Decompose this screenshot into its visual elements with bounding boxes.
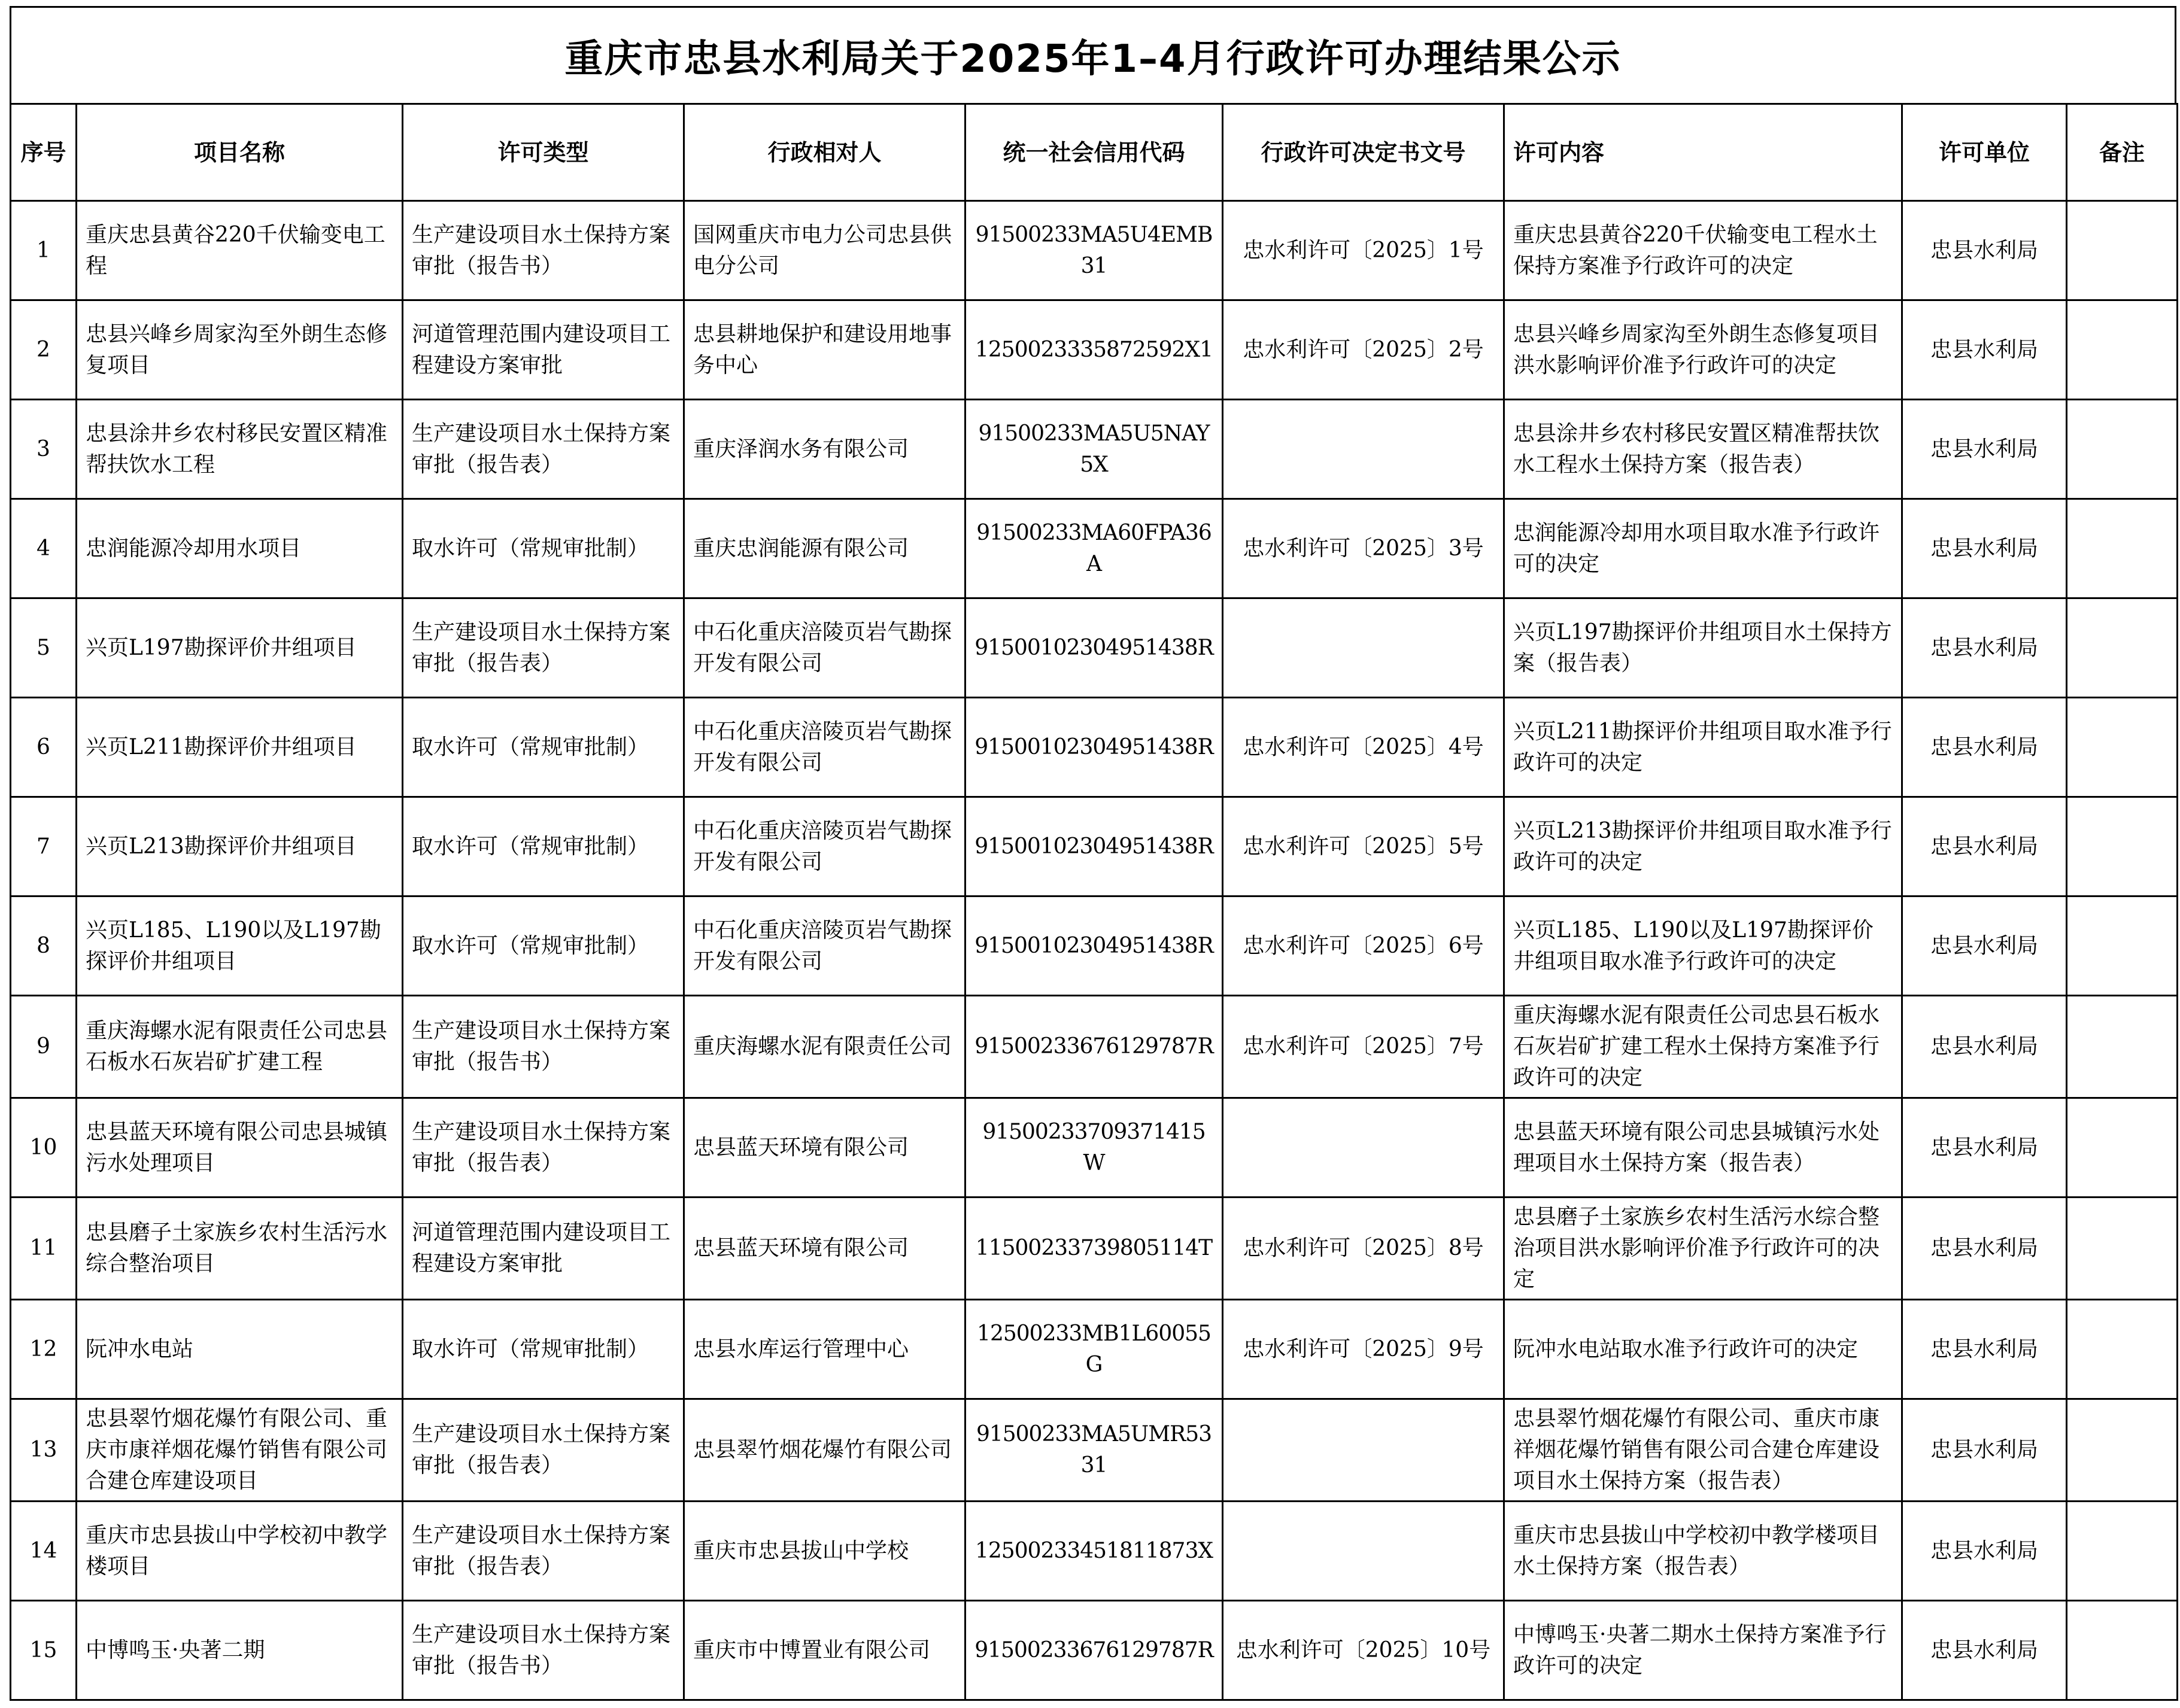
cell-permit-type: 取水许可（常规审批制） (403, 499, 684, 598)
cell-decision-doc: 忠水利许可〔2025〕4号 (1223, 698, 1504, 797)
cell-project-name: 忠县翠竹烟花爆竹有限公司、重庆市康祥烟花爆竹销售有限公司合建仓库建设项目 (77, 1399, 403, 1502)
cell-decision-doc (1223, 400, 1504, 499)
cell-permit-unit: 忠县水利局 (1902, 896, 2067, 996)
cell-project-name: 重庆海螺水泥有限责任公司忠县石板水石灰岩矿扩建工程 (77, 996, 403, 1098)
table-header-row (11, 104, 2178, 201)
cell-note (2067, 598, 2178, 698)
table-row (11, 1399, 2178, 1502)
cell-permit-content: 重庆忠县黄谷220千伏输变电工程水土保持方案准予行政许可的决定 (1504, 201, 1902, 300)
cell-decision-doc (1223, 598, 1504, 698)
cell-permit-type: 河道管理范围内建设项目工程建设方案审批 (403, 1198, 684, 1300)
cell-party: 忠县蓝天环境有限公司 (684, 1098, 965, 1198)
cell-note (2067, 1198, 2178, 1300)
cell-permit-type: 河道管理范围内建设项目工程建设方案审批 (403, 300, 684, 400)
table-row (11, 698, 2178, 797)
cell-permit-content: 忠县蓝天环境有限公司忠县城镇污水处理项目水土保持方案（报告表） (1504, 1098, 1902, 1198)
cell-seq: 8 (11, 896, 77, 996)
cell-project-name: 兴页L197勘探评价井组项目 (77, 598, 403, 698)
table-row (11, 1300, 2178, 1399)
cell-credit-code: 91500102304951438R (965, 698, 1223, 797)
cell-permit-type: 生产建设项目水土保持方案审批（报告表） (403, 598, 684, 698)
cell-permit-content: 忠县涂井乡农村移民安置区精准帮扶饮水工程水土保持方案（报告表） (1504, 400, 1902, 499)
cell-party: 国网重庆市电力公司忠县供电分公司 (684, 201, 965, 300)
cell-seq: 7 (11, 797, 77, 896)
cell-permit-type: 取水许可（常规审批制） (403, 698, 684, 797)
cell-permit-content: 兴页L211勘探评价井组项目取水准予行政许可的决定 (1504, 698, 1902, 797)
header-unit: 许可单位 (1902, 104, 2067, 201)
table-row (11, 201, 2178, 300)
cell-seq: 3 (11, 400, 77, 499)
header-code: 统一社会信用代码 (965, 104, 1223, 201)
cell-permit-unit: 忠县水利局 (1902, 996, 2067, 1098)
cell-seq: 5 (11, 598, 77, 698)
cell-permit-content: 忠润能源冷却用水项目取水准予行政许可的决定 (1504, 499, 1902, 598)
table-row (11, 1502, 2178, 1601)
cell-party: 重庆泽润水务有限公司 (684, 400, 965, 499)
table-row (11, 797, 2178, 896)
header-content: 许可内容 (1504, 104, 1902, 201)
cell-credit-code: 12500233MB1L60055G (965, 1300, 1223, 1399)
cell-decision-doc (1223, 1502, 1504, 1601)
cell-credit-code: 91500233MA60FPA36A (965, 499, 1223, 598)
cell-seq: 11 (11, 1198, 77, 1300)
cell-note (2067, 1300, 2178, 1399)
cell-seq: 15 (11, 1601, 77, 1700)
cell-credit-code: 91500102304951438R (965, 797, 1223, 896)
cell-seq: 12 (11, 1300, 77, 1399)
cell-note (2067, 1399, 2178, 1502)
cell-permit-unit: 忠县水利局 (1902, 300, 2067, 400)
cell-permit-content: 忠县兴峰乡周家沟至外朗生态修复项目洪水影响评价准予行政许可的决定 (1504, 300, 1902, 400)
cell-party: 中石化重庆涪陵页岩气勘探开发有限公司 (684, 797, 965, 896)
cell-permit-unit: 忠县水利局 (1902, 1601, 2067, 1700)
cell-note (2067, 499, 2178, 598)
cell-permit-type: 生产建设项目水土保持方案审批（报告表） (403, 1399, 684, 1502)
cell-permit-unit: 忠县水利局 (1902, 1502, 2067, 1601)
cell-party: 重庆海螺水泥有限责任公司 (684, 996, 965, 1098)
table-row (11, 400, 2178, 499)
cell-project-name: 重庆忠县黄谷220千伏输变电工程 (77, 201, 403, 300)
table-row (11, 499, 2178, 598)
cell-decision-doc: 忠水利许可〔2025〕3号 (1223, 499, 1504, 598)
document-title: 重庆市忠县水利局关于2025年1–4月行政许可办理结果公示 (10, 6, 2176, 105)
cell-credit-code: 91500233676129787R (965, 996, 1223, 1098)
cell-permit-unit: 忠县水利局 (1902, 1198, 2067, 1300)
cell-decision-doc: 忠水利许可〔2025〕7号 (1223, 996, 1504, 1098)
cell-permit-unit: 忠县水利局 (1902, 201, 2067, 300)
cell-permit-unit: 忠县水利局 (1902, 400, 2067, 499)
cell-credit-code: 11500233739805114T (965, 1198, 1223, 1300)
cell-project-name: 重庆市忠县拔山中学校初中教学楼项目 (77, 1502, 403, 1601)
cell-credit-code: 91500233709371415W (965, 1098, 1223, 1198)
cell-decision-doc: 忠水利许可〔2025〕9号 (1223, 1300, 1504, 1399)
cell-decision-doc: 忠水利许可〔2025〕8号 (1223, 1198, 1504, 1300)
cell-permit-unit: 忠县水利局 (1902, 698, 2067, 797)
cell-party: 忠县水库运行管理中心 (684, 1300, 965, 1399)
cell-party: 重庆市中博置业有限公司 (684, 1601, 965, 1700)
cell-project-name: 兴页L185、L190以及L197勘探评价井组项目 (77, 896, 403, 996)
cell-permit-content: 忠县翠竹烟花爆竹有限公司、重庆市康祥烟花爆竹销售有限公司合建仓库建设项目水土保持方案（报告表） (1504, 1399, 1902, 1502)
cell-project-name: 中博鸣玉·央著二期 (77, 1601, 403, 1700)
table-row (11, 1098, 2178, 1198)
cell-note (2067, 1098, 2178, 1198)
cell-decision-doc: 忠水利许可〔2025〕6号 (1223, 896, 1504, 996)
cell-permit-content: 兴页L213勘探评价井组项目取水准予行政许可的决定 (1504, 797, 1902, 896)
cell-project-name: 忠润能源冷却用水项目 (77, 499, 403, 598)
cell-permit-type: 取水许可（常规审批制） (403, 896, 684, 996)
cell-permit-unit: 忠县水利局 (1902, 499, 2067, 598)
cell-seq: 9 (11, 996, 77, 1098)
cell-permit-unit: 忠县水利局 (1902, 1300, 2067, 1399)
cell-party: 中石化重庆涪陵页岩气勘探开发有限公司 (684, 698, 965, 797)
cell-seq: 14 (11, 1502, 77, 1601)
cell-note (2067, 797, 2178, 896)
cell-party: 重庆忠润能源有限公司 (684, 499, 965, 598)
cell-project-name: 忠县涂井乡农村移民安置区精准帮扶饮水工程 (77, 400, 403, 499)
cell-seq: 10 (11, 1098, 77, 1198)
cell-project-name: 阮冲水电站 (77, 1300, 403, 1399)
cell-note (2067, 896, 2178, 996)
cell-seq: 4 (11, 499, 77, 598)
cell-project-name: 忠县磨子土家族乡农村生活污水综合整治项目 (77, 1198, 403, 1300)
cell-decision-doc: 忠水利许可〔2025〕2号 (1223, 300, 1504, 400)
permit-table (10, 103, 2178, 1701)
cell-permit-content: 忠县磨子土家族乡农村生活污水综合整治项目洪水影响评价准予行政许可的决定 (1504, 1198, 1902, 1300)
cell-credit-code: 91500233MA5U4EMB31 (965, 201, 1223, 300)
table-row (11, 300, 2178, 400)
table-row (11, 996, 2178, 1098)
cell-seq: 6 (11, 698, 77, 797)
header-note: 备注 (2067, 104, 2178, 201)
cell-seq: 13 (11, 1399, 77, 1502)
table-row (11, 598, 2178, 698)
cell-seq: 2 (11, 300, 77, 400)
cell-party: 中石化重庆涪陵页岩气勘探开发有限公司 (684, 598, 965, 698)
cell-permit-type: 生产建设项目水土保持方案审批（报告书） (403, 201, 684, 300)
cell-credit-code: 91500102304951438R (965, 598, 1223, 698)
cell-note (2067, 300, 2178, 400)
cell-permit-content: 重庆市忠县拔山中学校初中教学楼项目水土保持方案（报告表） (1504, 1502, 1902, 1601)
cell-permit-type: 生产建设项目水土保持方案审批（报告书） (403, 1601, 684, 1700)
cell-permit-type: 生产建设项目水土保持方案审批（报告表） (403, 400, 684, 499)
cell-decision-doc (1223, 1399, 1504, 1502)
cell-note (2067, 400, 2178, 499)
cell-decision-doc (1223, 1098, 1504, 1198)
cell-permit-content: 兴页L197勘探评价井组项目水土保持方案（报告表） (1504, 598, 1902, 698)
cell-party: 中石化重庆涪陵页岩气勘探开发有限公司 (684, 896, 965, 996)
cell-note (2067, 698, 2178, 797)
cell-permit-content: 兴页L185、L190以及L197勘探评价井组项目取水准予行政许可的决定 (1504, 896, 1902, 996)
cell-permit-unit: 忠县水利局 (1902, 1399, 2067, 1502)
cell-permit-type: 取水许可（常规审批制） (403, 1300, 684, 1399)
header-type: 许可类型 (403, 104, 684, 201)
cell-party: 重庆市忠县拔山中学校 (684, 1502, 965, 1601)
cell-permit-type: 生产建设项目水土保持方案审批（报告表） (403, 1502, 684, 1601)
cell-credit-code: 91500102304951438R (965, 896, 1223, 996)
cell-permit-content: 中博鸣玉·央著二期水土保持方案准予行政许可的决定 (1504, 1601, 1902, 1700)
cell-project-name: 忠县蓝天环境有限公司忠县城镇污水处理项目 (77, 1098, 403, 1198)
cell-decision-doc: 忠水利许可〔2025〕1号 (1223, 201, 1504, 300)
cell-permit-type: 生产建设项目水土保持方案审批（报告表） (403, 1098, 684, 1198)
table-row (11, 1601, 2178, 1700)
cell-permit-type: 生产建设项目水土保持方案审批（报告书） (403, 996, 684, 1098)
cell-note (2067, 1502, 2178, 1601)
cell-permit-unit: 忠县水利局 (1902, 797, 2067, 896)
cell-party: 忠县耕地保护和建设用地事务中心 (684, 300, 965, 400)
cell-credit-code: 91500233MA5U5NAY5X (965, 400, 1223, 499)
cell-decision-doc: 忠水利许可〔2025〕5号 (1223, 797, 1504, 896)
cell-credit-code: 91500233676129787R (965, 1601, 1223, 1700)
cell-permit-content: 重庆海螺水泥有限责任公司忠县石板水石灰岩矿扩建工程水土保持方案准予行政许可的决定 (1504, 996, 1902, 1098)
cell-project-name: 兴页L211勘探评价井组项目 (77, 698, 403, 797)
header-seq: 序号 (11, 104, 77, 201)
cell-credit-code: 91500233MA5UMR5331 (965, 1399, 1223, 1502)
cell-note (2067, 201, 2178, 300)
table-body (11, 201, 2178, 1700)
cell-seq: 1 (11, 201, 77, 300)
cell-decision-doc: 忠水利许可〔2025〕10号 (1223, 1601, 1504, 1700)
header-party: 行政相对人 (684, 104, 965, 201)
table-row (11, 1198, 2178, 1300)
header-project: 项目名称 (77, 104, 403, 201)
cell-note (2067, 1601, 2178, 1700)
cell-permit-unit: 忠县水利局 (1902, 1098, 2067, 1198)
cell-permit-type: 取水许可（常规审批制） (403, 797, 684, 896)
cell-project-name: 忠县兴峰乡周家沟至外朗生态修复项目 (77, 300, 403, 400)
cell-credit-code: 1250023335872592X1 (965, 300, 1223, 400)
cell-permit-content: 阮冲水电站取水准予行政许可的决定 (1504, 1300, 1902, 1399)
cell-permit-unit: 忠县水利局 (1902, 598, 2067, 698)
cell-credit-code: 12500233451811873X (965, 1502, 1223, 1601)
cell-party: 忠县翠竹烟花爆竹有限公司 (684, 1399, 965, 1502)
cell-project-name: 兴页L213勘探评价井组项目 (77, 797, 403, 896)
table-row (11, 896, 2178, 996)
header-doc: 行政许可决定书文号 (1223, 104, 1504, 201)
cell-party: 忠县蓝天环境有限公司 (684, 1198, 965, 1300)
cell-note (2067, 996, 2178, 1098)
